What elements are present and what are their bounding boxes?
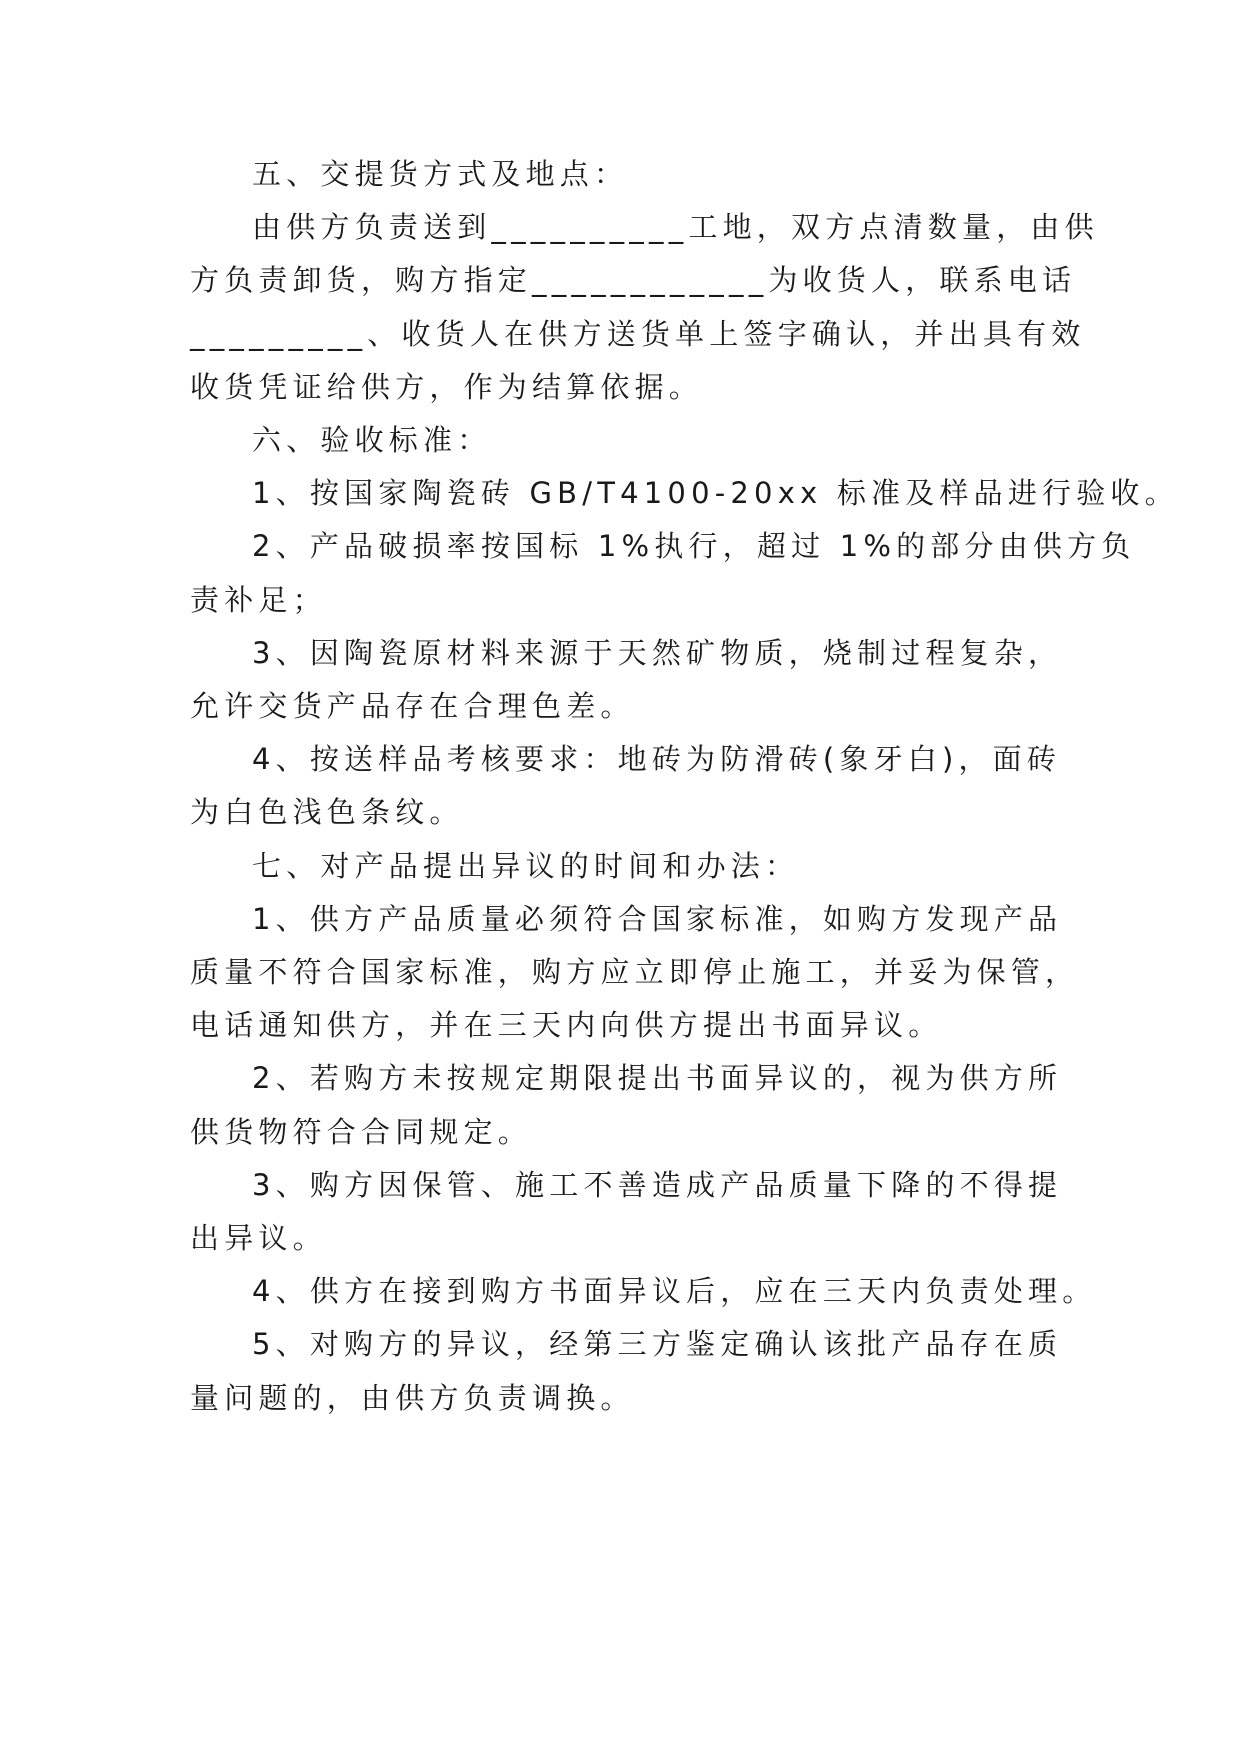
text-line: 质量不符合国家标准，购方应立即停止施工，并妥为保管， <box>190 955 1080 989</box>
text-line: 六、验收标准： <box>252 423 492 457</box>
text-line: 出异议。 <box>190 1221 327 1255</box>
text-line: 量问题的，由供方负责调换。 <box>190 1380 635 1415</box>
text-line: 4、按送样品考核要求：地砖为防滑砖(象牙白)，面砖 <box>252 742 1062 777</box>
text-line: 七、对产品提出异议的时间和办法： <box>252 848 800 883</box>
text-line: 5、对购方的异议，经第三方鉴定确认该批产品存在质 <box>252 1327 1063 1362</box>
text-line: 收货凭证给供方，作为结算依据。 <box>190 369 704 404</box>
text-line: 电话通知供方，并在三天内向供方提出书面异议。 <box>190 1008 943 1043</box>
text-line: 为白色浅色条纹。 <box>190 795 464 830</box>
text-line: 五、交提货方式及地点： <box>252 157 629 191</box>
text-line: 2、若购方未按规定期限提出书面异议的，视为供方所 <box>252 1061 1063 1096</box>
text-line: 由供方负责送到__________工地，双方点清数量，由供 <box>252 210 1099 245</box>
text-line: 2、产品破损率按国标 1%执行，超过 1%的部分由供方负 <box>252 529 1136 564</box>
text-line: 1、供方产品质量必须符合国家标准，如购方发现产品 <box>252 901 1063 936</box>
text-line: 责补足； <box>190 582 327 617</box>
text-line: 3、购方因保管、施工不善造成产品质量下降的不得提 <box>252 1167 1063 1202</box>
text-line: _________、收货人在供方送货单上签字确认，并出具有效 <box>190 316 1086 351</box>
text-line: 1、按国家陶瓷砖 GB/T4100-20xx 标准及样品进行验收。 <box>252 476 1179 511</box>
text-line: 方负责卸货，购方指定____________为收货人，联系电话 <box>190 263 1077 298</box>
text-line: 4、供方在接到购方书面异议后，应在三天内负责处理。 <box>252 1274 1097 1309</box>
text-line: 允许交货产品存在合理色差。 <box>190 689 635 723</box>
text-line: 供货物符合合同规定。 <box>190 1114 533 1149</box>
text-line: 3、因陶瓷原材料来源于天然矿物质，烧制过程复杂， <box>252 635 1063 670</box>
